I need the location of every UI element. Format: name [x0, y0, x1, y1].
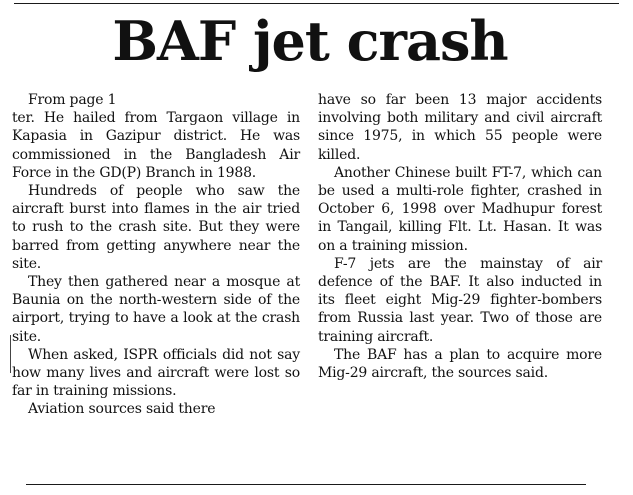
headline: BAF jet crash [112, 9, 508, 73]
top-rule [14, 3, 619, 4]
paragraph: have so far been 13 major accidents involving both military and civil aircraft since 1975, in which 55 people were killed. [318, 92, 602, 163]
paragraph: They then gathered near a mosque at Baunia on the north-western side of the airport, trying to have a look at the crash site. [12, 274, 300, 345]
paragraph: The BAF has a plan to acquire more Mig-29 aircraft, the sources said. [318, 346, 602, 382]
bottom-rule [26, 484, 586, 485]
left-edge-rule [10, 335, 11, 373]
paragraph: Hundreds of people who saw the aircraft burst into flames in the air tried to rush to the crash site. But they were barred from getting anywhere near the site. [12, 183, 300, 272]
paragraph: F-7 jets are the mainstay of air defence of the BAF. It also inducted in its fleet eight Mig-29 fighter-bombers from Russia last year. Two of those are training aircraft. [318, 255, 602, 345]
paragraph: Another Chinese built FT-7, which can be used a multi-role fighter, crashed in October 6, 1998 over Madhupur forest in Tangail, killing Flt. Lt. Hasan. It was on a training mission. [318, 164, 602, 254]
paragraph: ter. He hailed from Targaon village in Kapasia in Gazipur district. He was commissioned in the Bangladesh Air Force in the GD(P) Branch in 1988. [12, 110, 300, 181]
jump-line: From page 1 [28, 92, 117, 108]
paragraph: Aviation sources said there [28, 401, 216, 418]
paragraph: When asked, ISPR officials did not say how many lives and aircraft were lost so far in training missions. [12, 346, 300, 400]
left-column [12, 91, 300, 419]
right-column [318, 91, 602, 382]
